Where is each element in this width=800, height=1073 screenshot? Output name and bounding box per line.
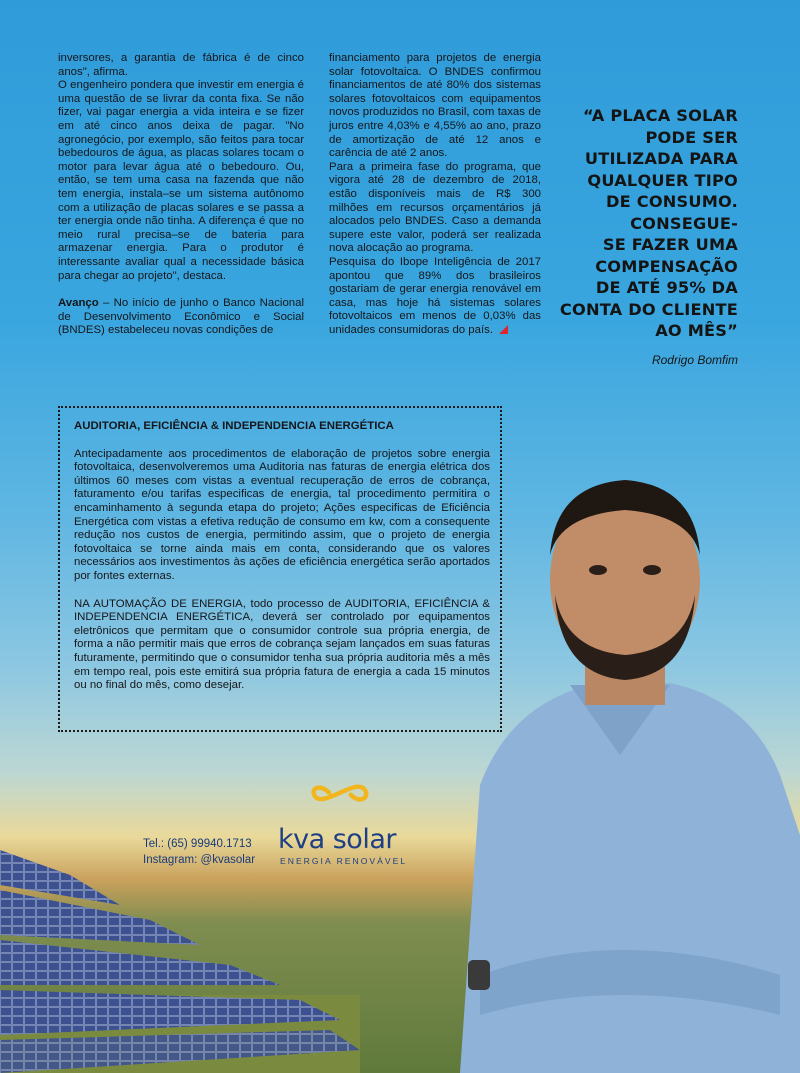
- article-column-2: [329, 52, 541, 337]
- paragraph: [329, 256, 541, 338]
- quote-line: UTILIZADA PARA: [584, 149, 738, 168]
- quote-line: CONSEGUE-: [630, 213, 738, 233]
- info-box-title: AUDITORIA, EFICIÊNCIA & INDEPENDENCIA ENERGÉTICA: [74, 420, 394, 432]
- instagram-handle: Instagram: @kvasolar: [143, 854, 256, 866]
- logo-tagline: ENERGIA RENOVÁVEL: [280, 856, 408, 866]
- paragraph-text: Pesquisa do Ibope Inteligência de 2017 apontou que 89% dos brasileiros gostariam de gerar energia renovável em casa, mas hoje há sistemas solares fotovoltaicos em menos de 0,03% das unidades consumidoras do país.: [329, 255, 541, 336]
- quote-line: QUALQUER TIPO: [587, 170, 738, 190]
- quote-line: PODE SER: [645, 127, 738, 147]
- info-box-paragraph: Antecipadamente aos procedimentos de elaboração de projetos sobre energia fotovoltaica, desenvolveremos uma Auditoria nas faturas de energia elétrica dos últimos 60 meses com vistas a eventual recuperação de erros de cobrança, faturamento e/ou tarifas especificas de energia, tal procedimento permitira o encaminhamento à segunda etapa do projeto; Ações especificas de Eficiência Energética com vistas a efetiva redução de consumo em kw, com a consequente redução nos custos de energia, permitindo assim, que o projeto de energia fotovoltaica se torne ainda mais em conta, considerando que os valores necessários aos investimentos às ações de eficiência energética serão aportados por fontes externas.: [74, 447, 490, 582]
- section-lead: Avanço: [58, 297, 99, 310]
- paragraph: O engenheiro pondera que investir em energia é uma questão de se livrar da conta fixa. Se não fizer, vai pagar energia a vida inteira e se fizer em até cinco anos deixa de pagar. "No agronegócio, por exemplo, são feitos para tocar bebedouros de água, as placas solares tocam o motor para levar água até o bebedouro. Ou, então, se tem uma casa na fazenda que não tem energia, instala–se um sistema autônomo com a utilização de placas solares e se passa a ter energia onde não tinha. A diferença é que no meio rural precisa–se de bateria para armazenar energia. Para o produtor é interessante avaliar qual a necessidade básica para chegar ao projeto", destaca.: [58, 79, 304, 282]
- end-of-article-icon: [499, 325, 508, 334]
- paragraph: inversores, a garantia de fábrica é de cinco anos", afirma.: [58, 52, 304, 78]
- quote-line: AO MÊS”: [655, 321, 738, 340]
- quote-line: DE CONSUMO.: [606, 192, 738, 211]
- info-box: [58, 406, 502, 732]
- quote-line: SE FAZER UMA: [602, 235, 738, 254]
- quote-line: DE ATÉ 95% DA: [595, 278, 738, 297]
- contact-info: [143, 836, 255, 868]
- phone-number: Tel.: (65) 99940.1713: [143, 838, 252, 850]
- quote-line: “A PLACA SOLAR: [583, 106, 738, 125]
- paragraph: financiamento para projetos de energia solar fotovoltaica. O BNDES confirmou financiamentos de até 80% dos sistemas solares fotovoltaicos com equipamentos novos produzidos no Brasil, com taxas de juros entre 4,03% e 4,55% ao ano, prazo de amortização de até 12 anos e carência de até 2 anos.: [329, 52, 541, 160]
- kva-solar-logo-icon: [278, 782, 402, 826]
- quote-line: COMPENSAÇÃO: [595, 256, 738, 276]
- paragraph-text: – No início de junho o Banco Nacional de Desenvolvimento Econômico e Social (BNDES) estabeleceu novas condições de: [58, 297, 304, 337]
- logo-name: kva solar: [278, 824, 396, 855]
- paragraph: [58, 297, 304, 338]
- quote-author: Rodrigo Bomfim: [651, 353, 738, 367]
- solar-panels-illustration: [0, 845, 360, 1073]
- info-box-paragraph: NA AUTOMAÇÃO DE ENERGIA, todo processo de AUDITORIA, EFICIÊNCIA & INDEPENDENCIA ENERGÉTICA, deverá ser controlado por equipamentos eletrônicos que permitam que o consumidor controle sua própria energia, de forma a não permitir mais que erros de cobrança sejam lançados em suas faturas futuramente, permitindo que o consumidor tenha sua própria auditoria mês a mês em tempo real, pois este emitirá sua própria fatura de energia a cada 15 minutos ou no final do mês, como desejar.: [74, 597, 490, 692]
- article-column-1: [58, 52, 304, 338]
- paragraph: Para a primeira fase do programa, que vigora até 28 de dezembro de 2018, estão disponíveis mais de R$ 300 milhões em recursos orçamentários já alocados pelo BNDES. Caso a demanda supere este valor, poderá ser realizada nova alocação ao programa.: [329, 160, 541, 255]
- pull-quote: [538, 105, 738, 342]
- quote-line: CONTA DO CLIENTE: [559, 299, 738, 319]
